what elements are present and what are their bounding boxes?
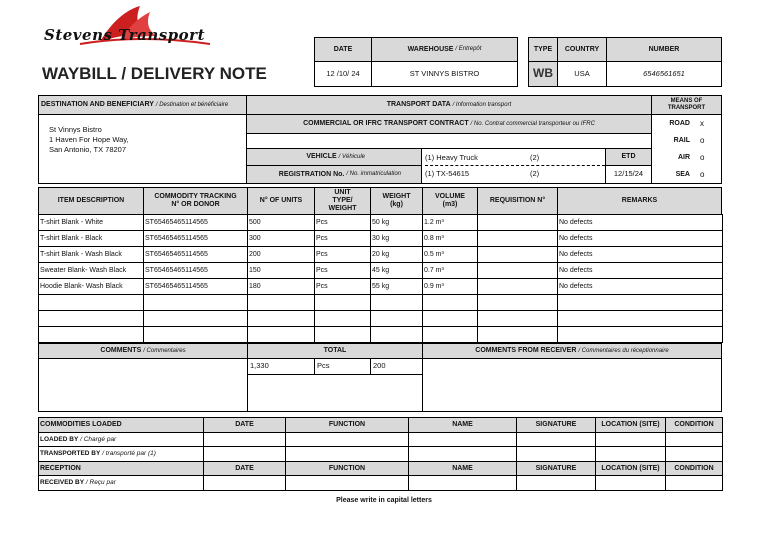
item-requisition-cell[interactable] [478, 263, 558, 279]
mode-sea-label: SEA [675, 171, 690, 178]
signoff-name-header: NAME [409, 418, 517, 433]
signoff-date-header: DATE [204, 418, 286, 433]
type-label: TYPE [528, 37, 558, 62]
date-label: DATE [314, 37, 372, 62]
mode-air-label: AIR [677, 154, 690, 161]
destination-address[interactable] [38, 114, 247, 184]
table-row [39, 263, 723, 279]
registration-1: (1) TX-54615 [425, 169, 470, 178]
contract-label: COMMERCIAL OR IFRC TRANSPORT CONTRACT / No. Contrat commercial transporteur ou IFRC [246, 114, 652, 134]
table-row [39, 327, 723, 343]
transport-data-label: TRANSPORT DATA / Information transport [246, 95, 652, 115]
item-description-cell[interactable]: Hoodie Blank- Wash Black [39, 279, 144, 295]
table-row [39, 295, 723, 311]
item-remarks-cell[interactable] [558, 327, 723, 343]
item-description-cell[interactable] [39, 295, 144, 311]
receiver-comments-field[interactable] [422, 358, 722, 412]
table-row [39, 247, 723, 263]
col-volume: VOLUME (m3) [422, 187, 478, 215]
mode-road-label: ROAD [669, 120, 690, 127]
comments-field[interactable] [38, 358, 248, 412]
item-unit-type-cell[interactable]: Pcs [315, 263, 371, 279]
means-of-transport-label: MEANS OF TRANSPORT [651, 95, 722, 115]
col-item-description: ITEM DESCRIPTION [38, 187, 144, 215]
item-requisition-cell[interactable] [478, 215, 558, 231]
received-name-field[interactable] [409, 476, 517, 491]
signoff-location-header: LOCATION (SITE) [596, 418, 666, 433]
number-value[interactable]: 6546561651 [606, 61, 722, 87]
footer-note: Please write in capital letters [336, 497, 432, 504]
destination-street: 1 Haven For Hope Way, [49, 135, 129, 145]
registration-label: REGISTRATION No. / No. immatriculation [246, 165, 422, 184]
item-tracking-cell[interactable] [144, 311, 248, 327]
means-of-transport-options [651, 114, 722, 184]
signoff-signature-header: SIGNATURE [517, 418, 596, 433]
item-weight-cell[interactable]: 45 kg [371, 263, 423, 279]
signoff-function-header: FUNCTION [286, 418, 409, 433]
table-row [39, 231, 723, 247]
item-units-cell[interactable]: 180 [248, 279, 315, 295]
item-tracking-cell[interactable] [144, 295, 248, 311]
item-weight-cell[interactable]: 30 kg [371, 231, 423, 247]
item-remarks-cell[interactable]: No defects [558, 263, 723, 279]
item-tracking-cell[interactable] [144, 327, 248, 343]
received-function-field[interactable] [286, 476, 409, 491]
item-weight-cell[interactable] [371, 327, 423, 343]
reception-name-header: NAME [409, 461, 517, 476]
item-unit-type-cell[interactable] [315, 295, 371, 311]
item-tracking-cell[interactable]: ST65465465114565 [144, 247, 248, 263]
transported-signature-field[interactable] [517, 447, 596, 462]
item-tracking-cell[interactable]: ST65465465114565 [144, 279, 248, 295]
table-row [39, 311, 723, 327]
item-units-cell[interactable]: 150 [248, 263, 315, 279]
item-weight-cell[interactable]: 50 kg [371, 215, 423, 231]
item-remarks-cell[interactable]: No defects [558, 247, 723, 263]
total-unit-type[interactable]: Pcs [314, 358, 371, 375]
warehouse-label: WAREHOUSE / Entrepôt [371, 37, 518, 62]
table-row [39, 215, 723, 231]
item-volume-cell[interactable]: 0.5 m³ [423, 247, 478, 263]
reception-function-header: FUNCTION [286, 461, 409, 476]
country-value[interactable]: USA [557, 61, 607, 87]
item-requisition-cell[interactable] [478, 327, 558, 343]
reception-location-header: LOCATION (SITE) [596, 461, 666, 476]
col-units: N° OF UNITS [247, 187, 315, 215]
items-table [38, 214, 723, 343]
mode-road-mark[interactable]: x [700, 119, 704, 128]
item-volume-cell[interactable]: 1.2 m³ [423, 215, 478, 231]
etd-value[interactable]: 12/15/24 [605, 165, 652, 184]
item-units-cell[interactable] [248, 327, 315, 343]
number-label: NUMBER [606, 37, 722, 62]
item-volume-cell[interactable] [423, 311, 478, 327]
mode-rail-mark[interactable]: o [700, 136, 705, 145]
col-remarks: REMARKS [557, 187, 722, 215]
item-requisition-cell[interactable] [478, 311, 558, 327]
transported-date-field[interactable] [204, 447, 286, 462]
loaded-date-field[interactable] [204, 432, 286, 447]
item-unit-type-cell[interactable]: Pcs [315, 215, 371, 231]
item-unit-type-cell[interactable]: Pcs [315, 247, 371, 263]
received-location-field[interactable] [596, 476, 666, 491]
item-tracking-cell[interactable]: ST65465465114565 [144, 215, 248, 231]
item-unit-type-cell[interactable] [315, 327, 371, 343]
transported-location-field[interactable] [596, 447, 666, 462]
item-remarks-cell[interactable]: No defects [558, 279, 723, 295]
item-volume-cell[interactable]: 0.9 m³ [423, 279, 478, 295]
vehicle-label: VEHICLE / Véhicule [246, 148, 422, 166]
item-requisition-cell[interactable] [478, 247, 558, 263]
item-volume-cell[interactable]: 0.8 m³ [423, 231, 478, 247]
item-tracking-cell[interactable]: ST65465465114565 [144, 231, 248, 247]
reception-condition-header: CONDITION [666, 461, 723, 476]
item-description-cell[interactable]: T-shirt Blank - Black [39, 231, 144, 247]
transported-name-field[interactable] [409, 447, 517, 462]
commodities-loaded-header: COMMODITIES LOADED [39, 418, 204, 433]
item-volume-cell[interactable]: 0.7 m³ [423, 263, 478, 279]
total-label: TOTAL [247, 343, 423, 359]
transported-condition-field[interactable] [666, 447, 723, 462]
page-title: WAYBILL / DELIVERY NOTE [42, 64, 267, 83]
col-tracking: COMMODITY TRACKING N° OR DONOR [143, 187, 248, 215]
receiver-comments-label: COMMENTS FROM RECEIVER / Commentaires du réceptionnaire [422, 343, 722, 359]
item-weight-cell[interactable] [371, 295, 423, 311]
vehicle-registration-field[interactable] [421, 148, 606, 184]
destination-city: San Antonio, TX 78207 [49, 145, 127, 155]
loaded-name-field[interactable] [409, 432, 517, 447]
loaded-condition-field[interactable] [666, 432, 723, 447]
comments-label: COMMENTS / Commentaires [38, 343, 248, 359]
mode-rail-label: RAIL [673, 137, 690, 144]
item-weight-cell[interactable]: 20 kg [371, 247, 423, 263]
country-label: COUNTRY [557, 37, 607, 62]
received-signature-field[interactable] [517, 476, 596, 491]
date-value[interactable]: 12 /10/ 24 [314, 61, 372, 87]
item-weight-cell[interactable]: 55 kg [371, 279, 423, 295]
table-row [39, 279, 723, 295]
type-value[interactable]: WB [528, 61, 558, 87]
loaded-by-label: LOADED BY / Chargé par [39, 432, 204, 447]
item-unit-type-cell[interactable]: Pcs [315, 231, 371, 247]
vehicle-1: (1) Heavy Truck [425, 153, 478, 162]
item-weight-cell[interactable] [371, 311, 423, 327]
item-description-cell[interactable] [39, 311, 144, 327]
signoff-condition-header: CONDITION [666, 418, 723, 433]
mode-sea-mark[interactable]: o [700, 170, 705, 179]
total-extra-field[interactable] [247, 374, 423, 412]
col-unit-type: UNIT TYPE/ WEIGHT [314, 187, 371, 215]
item-requisition-cell[interactable] [478, 295, 558, 311]
destination-label: DESTINATION AND BENEFICIARY / Destination et bénéficiaire [38, 95, 247, 115]
received-date-field[interactable] [204, 476, 286, 491]
item-volume-cell[interactable] [423, 327, 478, 343]
item-unit-type-cell[interactable]: Pcs [315, 279, 371, 295]
received-by-label: RECEIVED BY / Reçu par [39, 476, 204, 491]
loaded-signature-field[interactable] [517, 432, 596, 447]
item-remarks-cell[interactable]: No defects [558, 215, 723, 231]
destination-name: St Vinnys Bistro [49, 125, 102, 134]
total-units[interactable]: 1,330 [247, 358, 315, 375]
item-volume-cell[interactable] [423, 295, 478, 311]
item-tracking-cell[interactable]: ST65465465114565 [144, 263, 248, 279]
brand-name: Stevens Transport [44, 26, 206, 44]
col-requisition: REQUISITION N° [477, 187, 558, 215]
item-units-cell[interactable] [248, 295, 315, 311]
reception-signature-header: SIGNATURE [517, 461, 596, 476]
loaded-location-field[interactable] [596, 432, 666, 447]
transported-function-field[interactable] [286, 447, 409, 462]
item-remarks-cell[interactable]: No defects [558, 231, 723, 247]
item-units-cell[interactable] [248, 311, 315, 327]
reception-header: RECEPTION [39, 461, 204, 476]
dashed-divider [425, 165, 605, 166]
registration-2: (2) [530, 169, 540, 178]
etd-label: ETD [605, 148, 652, 166]
item-description-cell[interactable]: Sweater Blank- Wash Black [39, 263, 144, 279]
item-remarks-cell[interactable] [558, 295, 723, 311]
item-units-cell[interactable]: 200 [248, 247, 315, 263]
signoff-table [38, 417, 723, 491]
vehicle-2: (2) [530, 153, 540, 162]
item-units-cell[interactable]: 300 [248, 231, 315, 247]
item-description-cell[interactable]: T-shirt Blank - Wash Black [39, 247, 144, 263]
item-description-cell[interactable] [39, 327, 144, 343]
received-condition-field[interactable] [666, 476, 723, 491]
warehouse-value[interactable]: ST VINNYS BISTRO [371, 61, 518, 87]
transported-by-label: TRANSPORTED BY / transporté par (1) [39, 447, 204, 462]
contract-field[interactable] [246, 133, 652, 149]
item-description-cell[interactable]: T-shirt Blank - White [39, 215, 144, 231]
item-units-cell[interactable]: 500 [248, 215, 315, 231]
item-requisition-cell[interactable] [478, 279, 558, 295]
item-unit-type-cell[interactable] [315, 311, 371, 327]
reception-date-header: DATE [204, 461, 286, 476]
mode-air-mark[interactable]: o [700, 153, 705, 162]
total-weight[interactable]: 200 [370, 358, 423, 375]
loaded-function-field[interactable] [286, 432, 409, 447]
item-remarks-cell[interactable] [558, 311, 723, 327]
col-weight: WEIGHT (kg) [370, 187, 423, 215]
item-requisition-cell[interactable] [478, 231, 558, 247]
